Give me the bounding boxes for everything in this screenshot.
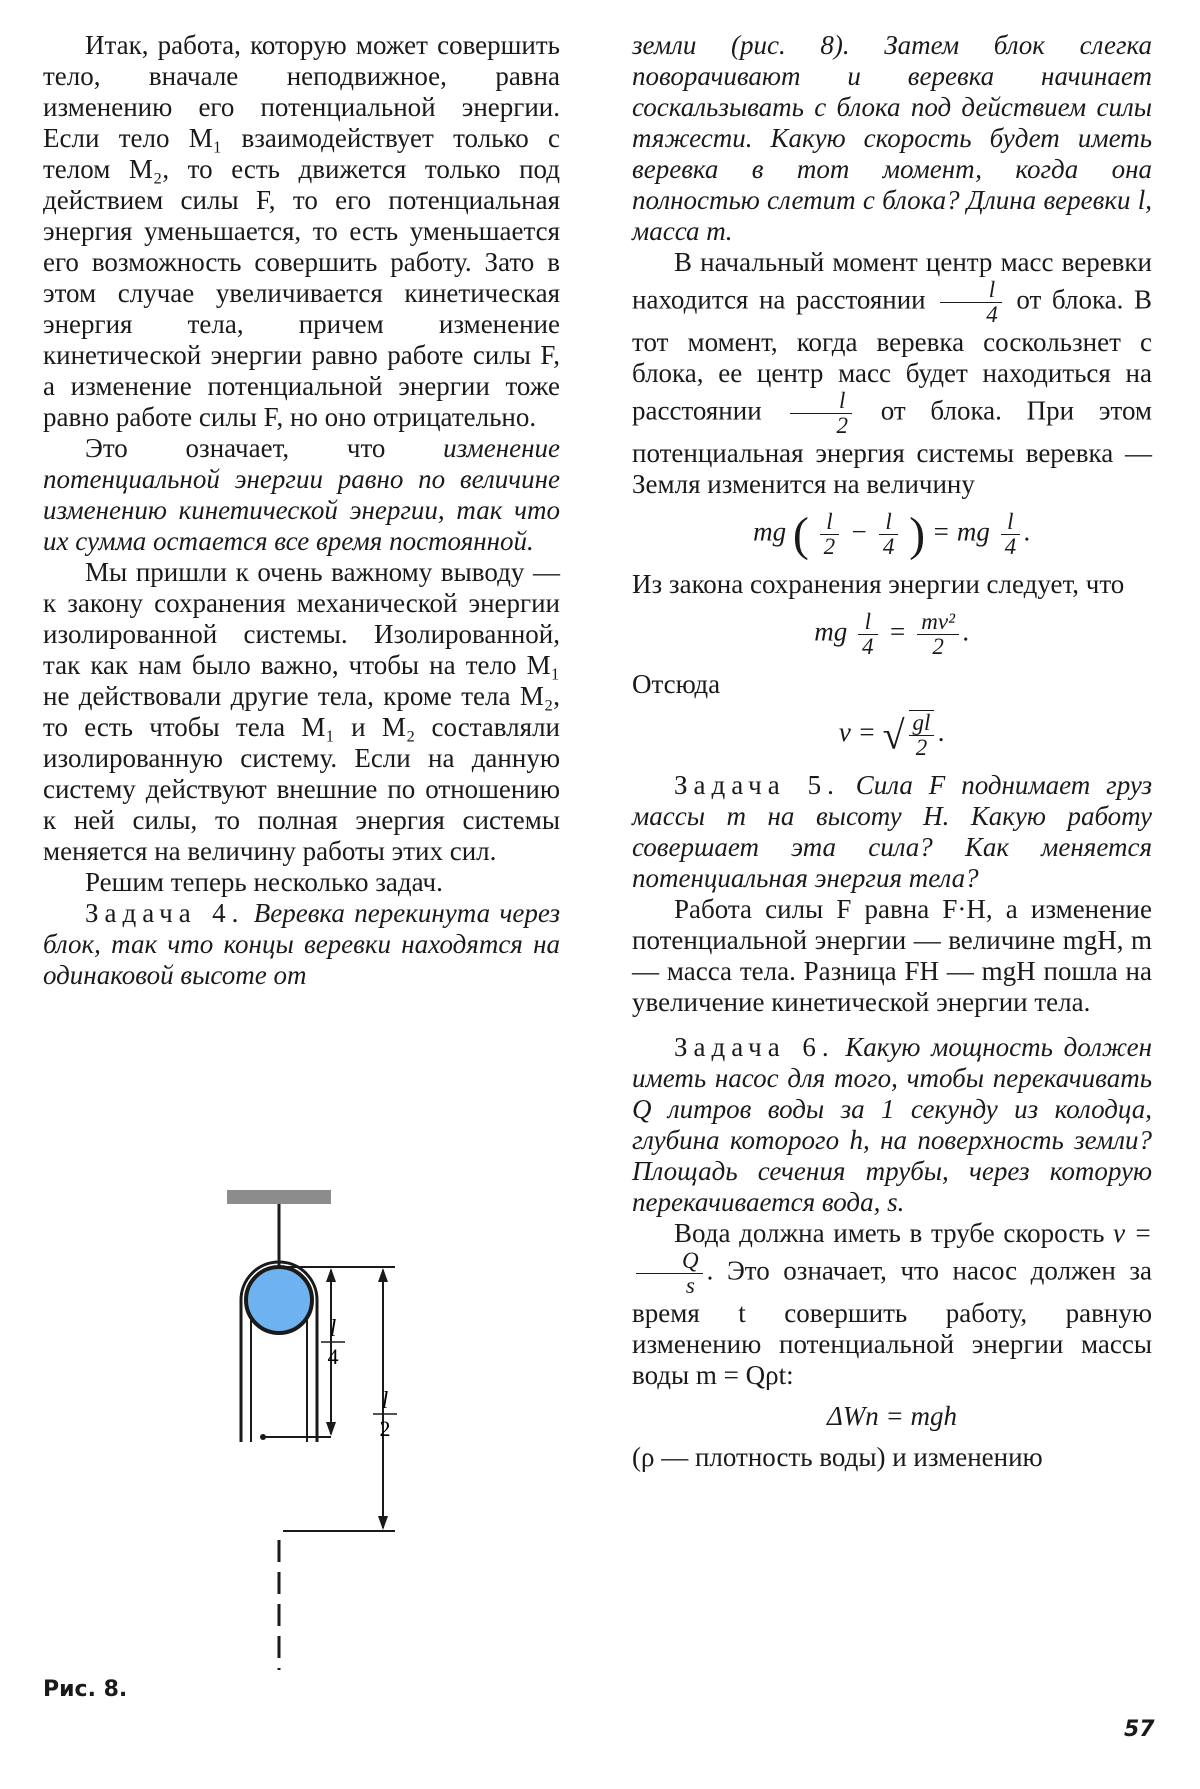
left-column <box>43 30 560 991</box>
label-half-denominator: 2 <box>379 1416 391 1441</box>
paragraph: Решим теперь несколько задач. <box>85 867 443 897</box>
arrow-down-icon <box>326 1422 336 1436</box>
label-quarter-denominator: 4 <box>327 1344 339 1369</box>
paragraph: Вода должна иметь в трубе скорость v = $\frac{Q}{s}$ . Это означает, что насос должен за время t совершить работу, равную изменению потенциальной энергии массы воды m = Qρt: <box>632 1218 1153 1390</box>
paragraph <box>632 247 1152 500</box>
paragraph: Итак, работа, которую может совершить тело, вначале неподвижное, равна изменению его потенциальной энергии. Если тело M₁ взаимодействует только с телом M₂, то есть движется только под действием силы F, то его потенциальная энергия уменьшается, то есть уменьшается его возможность совершить работу. Зато в этом случае увеличивается кинетическая энергия тела, причем изменение кинетической энергии равно работе силы F, а изменение потенциальной энергии тоже равно работе силы F, но оно отрицательно. <box>43 30 560 432</box>
task-label: Задача 5. <box>674 770 840 800</box>
task-6 <box>632 1032 1152 1218</box>
task-4-continued: земли (рис. 8). Затем блок слегка поворачивают и веревка начинает соскальзывать с блока под действием силы тяжести. Какую скорость будет иметь веревка в тот момент, когда она полностью слетит с блока? Длина веревки l, масса m. <box>632 30 1152 246</box>
formula-velocity: v = √ $\frac{gl}{2}$ . <box>838 710 946 760</box>
label-quarter-numerator: l <box>329 1316 337 1342</box>
label-half-numerator: l <box>381 1388 389 1414</box>
arrow-up-icon <box>326 1268 336 1282</box>
task-label: Задача 4. <box>85 898 245 928</box>
right-column <box>632 30 1152 1473</box>
task-5 <box>632 770 1152 894</box>
fraction-l-2: $\frac{l}{2}$ <box>790 389 852 438</box>
formula-potential-energy: ΔWп = mgh <box>826 1401 958 1431</box>
task-text: Какую мощность должен иметь насос для того, чтобы перекачивать Q литров воды за 1 секунду из колодца, глубина которого h, на поверхность земли? Площадь сечения трубы, через которую перекачивается вода, s. <box>632 1032 1152 1217</box>
text: . Это означает, что насос должен за время t совершить работу, равную изменению потенциальной энергии массы воды m = Qρt: <box>632 1255 1152 1390</box>
text: от блока. В тот момент, когда веревка соскользнет с блока, ее центр масс будет находиться на расстоянии <box>632 284 1153 426</box>
emphasis-text: изменение потенциальной энергии равно по величине изменению кинетической энергии, так что их сумма остается все время постоянной. <box>43 433 560 556</box>
text: Это означает, что <box>85 433 444 463</box>
task-label: Задача 6. <box>674 1032 835 1062</box>
task-4 <box>43 898 560 991</box>
ceiling-support <box>227 1190 331 1204</box>
paragraph: Отсюда <box>632 669 721 699</box>
fraction-q-s: $\frac{Q}{s}$ <box>636 1249 703 1298</box>
fraction-l-4: $\frac{l}{4}$ <box>940 278 1002 327</box>
paragraph: Мы пришли к очень важному выводу — к закону сохранения механической энергии изолированной системы. Изолированной, так как нам было важно, чтобы на тело M₁ не действовали другие тела, кроме тела M₂, то есть чтобы тела M₁ и M₂ составляли изолированную систему. Если на данную систему действуют внешние по отношению к ней силы, то полная энергия системы меняется на величину работы этих сил. <box>43 557 560 866</box>
paragraph: (ρ — плотность воды) и изменению <box>632 1442 1043 1472</box>
paragraph <box>43 433 560 557</box>
text: от блока. При этом потенциальная энергия системы веревка — Земля изменится на величину <box>632 395 1153 499</box>
formula-energy-conservation: mg $\frac{l}{4}$ = $\frac{\text{mv²}}{2}$ . <box>814 609 970 659</box>
pulley-block <box>246 1267 312 1333</box>
paragraph: Работа силы F равна F·H, а изменение потенциальной энергии — величине mgH, m — масса тела. Разница FH — mgH пошла на увеличение кинетической энергии тела. <box>632 894 1152 1017</box>
figure-caption: Рис. 8. <box>43 1677 128 1702</box>
figure-pulley-diagram <box>205 1190 475 1670</box>
paragraph: Из закона сохранения энергии следует, что <box>632 569 1125 599</box>
formula-energy-change: mg ( $\frac{l}{2}$ − $\frac{l}{4}$ ) = mg $\frac{l}{4}$ . <box>753 508 1031 561</box>
text: Вода должна иметь в трубе скорость <box>674 1218 1105 1248</box>
task-text: Веревка перекинута через блок, так что концы веревки находятся на одинаковой высоте от <box>43 898 560 990</box>
arrow-up-icon <box>378 1268 388 1282</box>
arrow-down-icon <box>378 1516 388 1530</box>
task-text: Сила F поднимает груз массы m на высоту H. Какую работу совершает эта сила? Как меняется потенциальная энергия тела? <box>632 770 1152 893</box>
page-number: 57 <box>1124 1717 1155 1742</box>
text: В начальный момент центр масс веревки находится на расстоянии <box>632 247 1152 315</box>
